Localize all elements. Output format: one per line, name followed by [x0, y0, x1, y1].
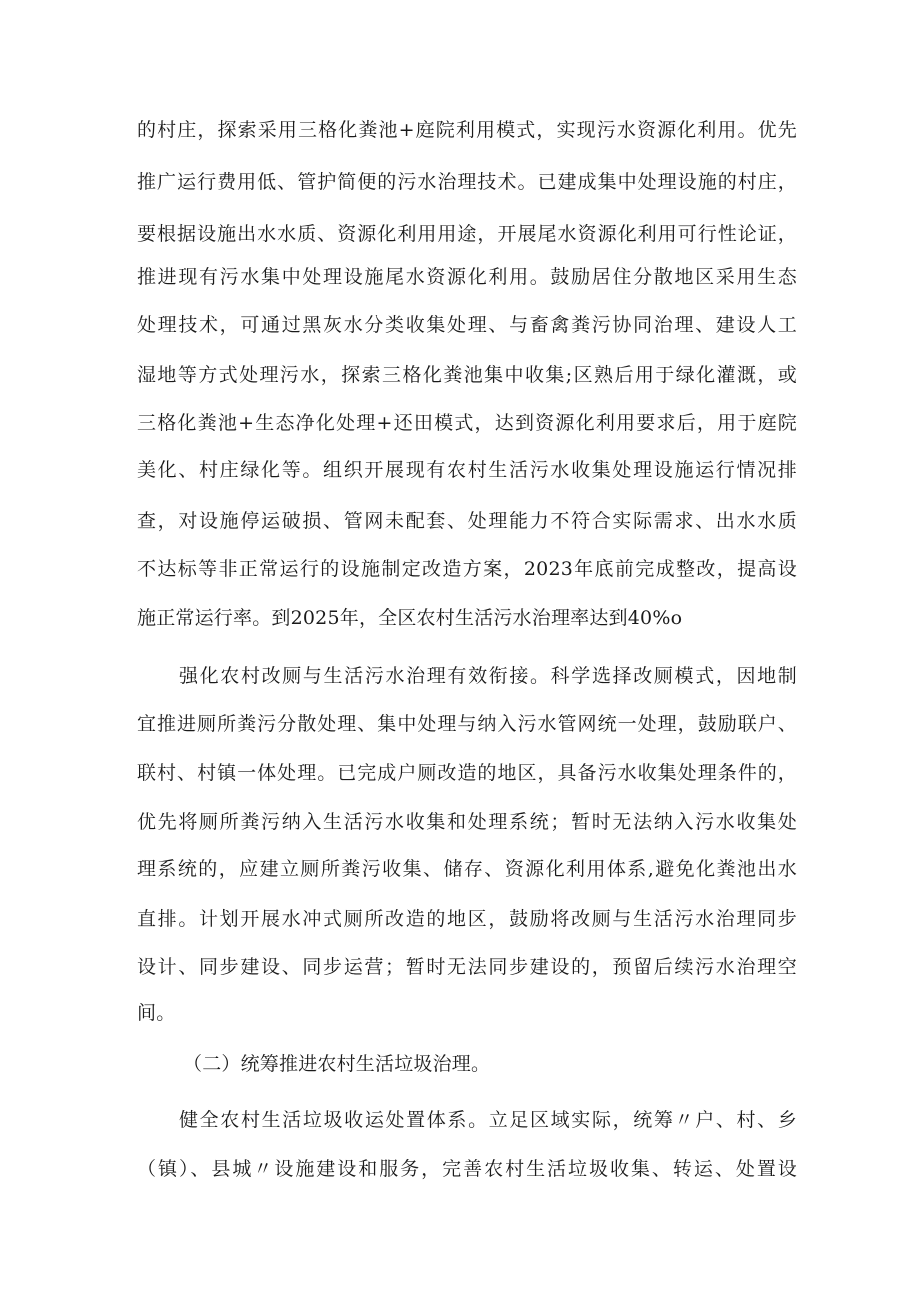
text-line: 的村庄，探索采用三格化粪池+庭院利用模式，实现污水资源化利用。优先	[137, 119, 797, 141]
text-line: 优先将厕所粪污纳入生活污水收集和处理系统；暂时无法纳入污水收集处	[137, 811, 797, 833]
text-line: 处理技术，可通过黑灰水分类收集处理、与畜禽粪污协同治理、建设人工	[137, 314, 797, 336]
text-line: 不达标等非正常运行的设施制定改造方案，2023年底前完成整改，提高设	[137, 558, 797, 580]
text-line: 联村、村镇一体处理。已完成户厕改造的地区，具备污水收集处理条件的，	[137, 762, 797, 784]
text-line: 设计、同步建设、同步运营；暂时无法同步建设的，预留后续污水治理空	[137, 956, 797, 978]
text-line: 查，对设施停运破损、管网未配套、处理能力不符合实际需求、出水水质	[137, 510, 797, 532]
section-heading: （二）统筹推进农村生活垃圾治理。	[183, 1053, 491, 1075]
text-line: 美化、村庄绿化等。组织开展现有农村生活污水收集处理设施运行情况排	[137, 459, 797, 481]
text-line: 直排。计划开展水冲式厕所改造的地区，鼓励将改厕与生活污水治理同步	[137, 908, 797, 930]
text-line: 间。	[137, 1002, 176, 1024]
text-line: 宜推进厕所粪污分散处理、集中处理与纳入污水管网统一处理，鼓励联户、	[137, 713, 797, 735]
text-line: 三格化粪池+生态净化处理+还田模式，达到资源化利用要求后，用于庭院	[137, 412, 797, 434]
text-line: 湿地等方式处理污水，探索三格化粪池集中收集;区熟后用于绿化灌溉，或	[137, 364, 797, 386]
text-line: 健全农村生活垃圾收运处置体系。立足区域实际，统筹〃户、村、乡	[179, 1109, 797, 1131]
text-line: 施正常运行率。到2025年，全区农村生活污水治理率达到40%o	[137, 607, 683, 629]
text-line: 要根据设施出水水质、资源化利用用途，开展尾水资源化利用可行性论证，	[137, 223, 797, 245]
text-line: （镇）、县城〃设施建设和服务，完善农村生活垃圾收集、转运、处置设	[137, 1158, 797, 1180]
text-line: 强化农村改厕与生活污水治理有效衔接。科学选择改厕模式，因地制	[179, 665, 797, 687]
text-line: 理系统的，应建立厕所粪污收集、储存、资源化利用体系,避免化粪池出水	[137, 858, 797, 880]
text-line: 推广运行费用低、管护简便的污水治理技术。已建成集中处理设施的村庄，	[137, 171, 797, 193]
text-line: 推进现有污水集中处理设施尾水资源化利用。鼓励居住分散地区采用生态	[137, 266, 797, 288]
